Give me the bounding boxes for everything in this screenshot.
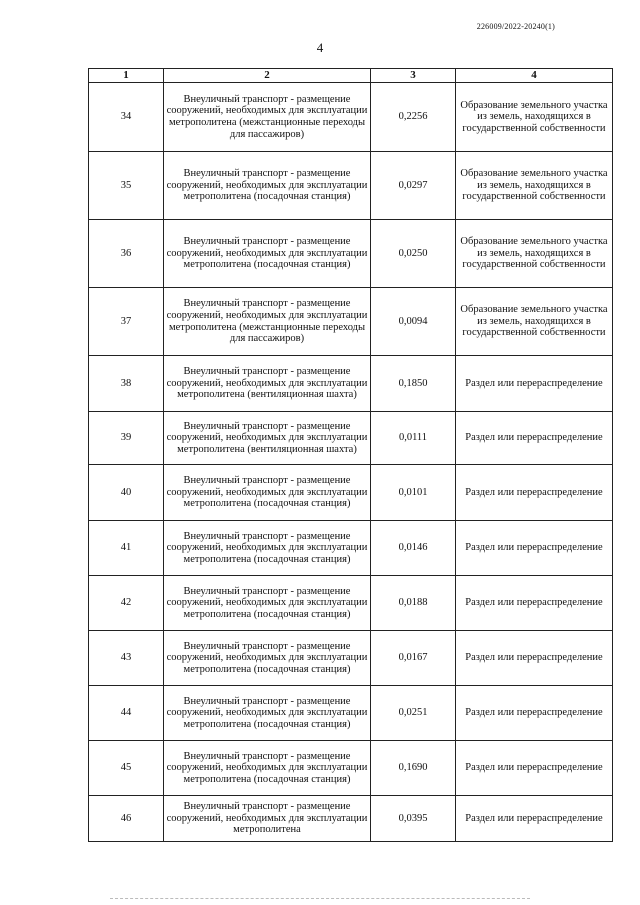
formation-method-cell: Образование земельного участка из земель, находящихся в государственной собственности (456, 220, 613, 288)
row-number-cell: 36 (89, 220, 164, 288)
permitted-use-cell: Внеуличный транспорт - размещение сооружений, необходимых для эксплуатации метрополитена (вентиляционная шахта) (164, 356, 371, 412)
formation-method-cell: Раздел или перераспределение (456, 412, 613, 465)
area-cell: 0,0251 (371, 686, 456, 741)
area-cell: 0,0146 (371, 521, 456, 576)
permitted-use-cell: Внеуличный транспорт - размещение сооружений, необходимых для эксплуатации метрополитена (межстанционные переходы для пассажиров) (164, 83, 371, 152)
table-row (89, 412, 613, 465)
permitted-use-cell: Внеуличный транспорт - размещение сооружений, необходимых для эксплуатации метрополитена (вентиляционная шахта) (164, 412, 371, 465)
column-header-4: 4 (456, 69, 613, 83)
formation-method-cell: Образование земельного участка из земель, находящихся в государственной собственности (456, 288, 613, 356)
table-header-row (89, 69, 613, 83)
column-header-3: 3 (371, 69, 456, 83)
table-row (89, 686, 613, 741)
row-number-cell: 43 (89, 631, 164, 686)
row-number-cell: 41 (89, 521, 164, 576)
permitted-use-cell: Внеуличный транспорт - размещение сооружений, необходимых для эксплуатации метрополитена (164, 796, 371, 842)
row-number-cell: 42 (89, 576, 164, 631)
row-number-cell: 39 (89, 412, 164, 465)
table-row (89, 465, 613, 521)
table-row (89, 288, 613, 356)
column-header-1: 1 (89, 69, 164, 83)
row-number-cell: 38 (89, 356, 164, 412)
permitted-use-cell: Внеуличный транспорт - размещение сооружений, необходимых для эксплуатации метрополитена (посадочная станция) (164, 741, 371, 796)
row-number-cell: 46 (89, 796, 164, 842)
area-cell: 0,0297 (371, 152, 456, 220)
column-header-2: 2 (164, 69, 371, 83)
table-row (89, 631, 613, 686)
permitted-use-cell: Внеуличный транспорт - размещение сооружений, необходимых для эксплуатации метрополитена (посадочная станция) (164, 220, 371, 288)
permitted-use-cell: Внеуличный транспорт - размещение сооружений, необходимых для эксплуатации метрополитена (посадочная станция) (164, 465, 371, 521)
table-row (89, 741, 613, 796)
row-number-cell: 34 (89, 83, 164, 152)
formation-method-cell: Образование земельного участка из земель, находящихся в государственной собственности (456, 83, 613, 152)
page-number: 4 (316, 40, 324, 55)
formation-method-cell: Образование земельного участка из земель, находящихся в государственной собственности (456, 152, 613, 220)
area-cell: 0,0167 (371, 631, 456, 686)
area-cell: 0,0094 (371, 288, 456, 356)
formation-method-cell: Раздел или перераспределение (456, 631, 613, 686)
table-row (89, 521, 613, 576)
scan-artifact-line (110, 898, 530, 903)
permitted-use-cell: Внеуличный транспорт - размещение сооружений, необходимых для эксплуатации метрополитена (посадочная станция) (164, 152, 371, 220)
row-number-cell: 35 (89, 152, 164, 220)
permitted-use-cell: Внеуличный транспорт - размещение сооружений, необходимых для эксплуатации метрополитена (посадочная станция) (164, 686, 371, 741)
formation-method-cell: Раздел или перераспределение (456, 465, 613, 521)
land-plots-table (88, 68, 613, 842)
row-number-cell: 44 (89, 686, 164, 741)
area-cell: 0,0395 (371, 796, 456, 842)
row-number-cell: 40 (89, 465, 164, 521)
formation-method-cell: Раздел или перераспределение (456, 796, 613, 842)
area-cell: 0,1850 (371, 356, 456, 412)
table-row (89, 796, 613, 842)
area-cell: 0,0111 (371, 412, 456, 465)
table-row (89, 220, 613, 288)
formation-method-cell: Раздел или перераспределение (456, 741, 613, 796)
permitted-use-cell: Внеуличный транспорт - размещение сооружений, необходимых для эксплуатации метрополитена (посадочная станция) (164, 631, 371, 686)
area-cell: 0,1690 (371, 741, 456, 796)
table-row (89, 83, 613, 152)
area-cell: 0,2256 (371, 83, 456, 152)
document-registration-number: 226009/2022-20240(1) (476, 22, 555, 31)
formation-method-cell: Раздел или перераспределение (456, 686, 613, 741)
area-cell: 0,0250 (371, 220, 456, 288)
permitted-use-cell: Внеуличный транспорт - размещение сооружений, необходимых для эксплуатации метрополитена (межстанционные переходы для пассажиров) (164, 288, 371, 356)
row-number-cell: 45 (89, 741, 164, 796)
row-number-cell: 37 (89, 288, 164, 356)
table-row (89, 356, 613, 412)
table-row (89, 152, 613, 220)
permitted-use-cell: Внеуличный транспорт - размещение сооружений, необходимых для эксплуатации метрополитена (посадочная станция) (164, 521, 371, 576)
area-cell: 0,0188 (371, 576, 456, 631)
formation-method-cell: Раздел или перераспределение (456, 356, 613, 412)
table-row (89, 576, 613, 631)
formation-method-cell: Раздел или перераспределение (456, 521, 613, 576)
area-cell: 0,0101 (371, 465, 456, 521)
permitted-use-cell: Внеуличный транспорт - размещение сооружений, необходимых для эксплуатации метрополитена (посадочная станция) (164, 576, 371, 631)
formation-method-cell: Раздел или перераспределение (456, 576, 613, 631)
